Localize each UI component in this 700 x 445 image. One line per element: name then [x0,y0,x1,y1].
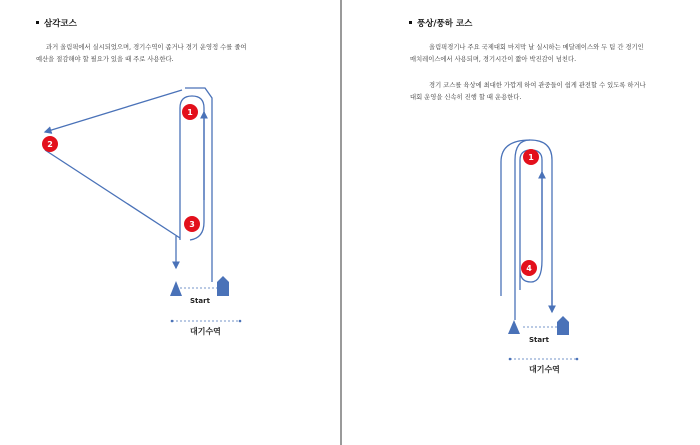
mark-2-label: 2 [47,140,53,149]
page-divider [340,0,342,445]
waiting-area-label: 대기수역 [529,365,560,374]
mark-1-label: 1 [187,108,193,117]
mark-4 [521,260,537,276]
start-line [170,276,229,296]
mark-1 [523,149,539,165]
mark-2 [42,136,58,152]
course-line-reach [45,90,182,132]
right-paragraph2-line-2: 대회 운영을 신속히 진행 할 때 운용한다. [410,94,522,101]
committee-boat-icon [557,316,569,335]
pin-buoy-icon [508,320,520,334]
course-line-broad-reach [45,150,180,238]
right-page [343,0,700,445]
right-paragraph1-line-1: 올림픽경기나 주요 국제대회 마지막 날 실시하는 메달레이스와 두 팀 간 경기인 [429,44,644,51]
waiting-area [509,358,579,361]
left-paragraph-line-2: 예산을 절감해야 할 필요가 있을 때 주로 사용한다. [36,56,174,63]
start-label: Start [529,336,549,344]
left-page [0,0,340,445]
right-heading: 풍상/풍하 코스 [409,17,472,29]
windward-leeward-course-diagram [343,0,700,445]
mark-4-label: 4 [526,264,532,273]
left-heading: 삼각코스 [36,17,77,29]
waiting-area [171,320,242,323]
mark-3-label: 3 [189,220,195,229]
waiting-area-label: 대기수역 [190,327,221,336]
triangle-course-diagram [0,0,340,445]
committee-boat-icon [217,276,229,296]
mark-1 [182,104,198,120]
start-line [508,316,569,335]
right-paragraph2-line-1: 경기 코스를 육상에 최대한 가깝게 하여 관중들이 쉽게 관전할 수 있도록 하거나 [429,82,646,89]
pin-buoy-icon [170,281,182,296]
mark-1-label: 1 [528,153,534,162]
mark-3 [184,216,200,232]
start-label: Start [190,297,210,305]
left-paragraph-line-1: 과거 올림픽에서 실시되었으며, 경기수역이 좁거나 경기 운영정 수를 줄여 [46,44,247,51]
right-paragraph1-line-2: 매치레이스에서 사용되며, 경기시간이 짧아 박진감이 넘친다. [410,56,577,63]
